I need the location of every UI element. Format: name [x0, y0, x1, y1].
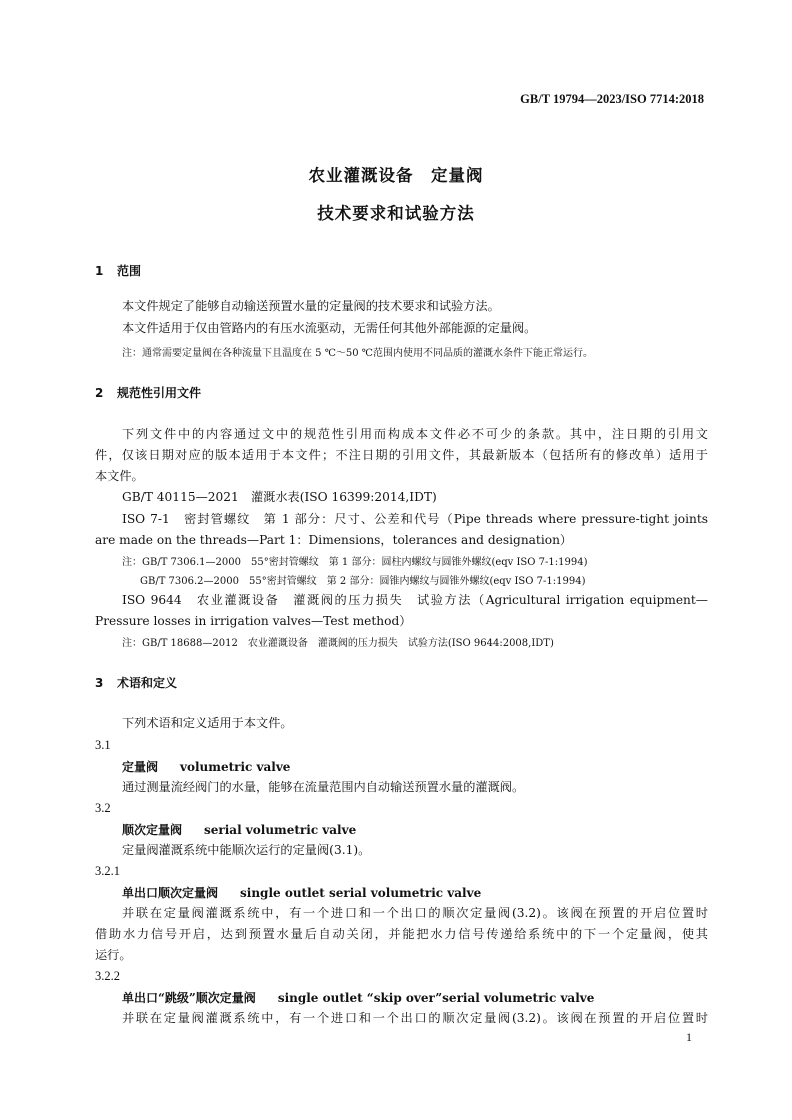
term-en: volumetric valve: [180, 760, 291, 774]
term-number-3-2: 3.2: [95, 801, 111, 815]
term-number-3-2-1: 3.2.1: [95, 864, 120, 878]
section-number: 1: [95, 264, 104, 278]
section-1-heading: [95, 262, 141, 279]
term-zh: 单出口顺次定量阀: [122, 886, 219, 900]
reference-iso9644-line-2: Pressure losses in irrigation valves—Test method）: [95, 614, 412, 628]
term-3-2-definition: 定量阀灌溉系统中能顺次运行的定量阀(3.1)。: [122, 843, 371, 857]
section-number: 2: [95, 386, 104, 400]
section-title: 规范性引用文件: [117, 386, 202, 400]
term-3-2-1-definition-line-1: 并联在定量阀灌溉系统中，有一个进口和一个出口的顺次定量阀(3.2)。该阀在预置的开启位置时: [122, 906, 708, 920]
section-3-heading: [95, 674, 177, 691]
term-3-2: [122, 821, 356, 838]
reference-iso7-1-line-2: are made on the threads—Part 1：Dimensions，tolerances and designation）: [95, 533, 573, 547]
document-title-line1: 农业灌溉设备 定量阀: [308, 166, 484, 185]
term-3-2-2: [122, 989, 594, 1006]
term-en: serial volumetric valve: [204, 823, 357, 837]
section-number: 3: [95, 676, 104, 690]
reference-iso9644-line-1: ISO 9644 农业灌溉设备 灌溉阀的压力损失 试验方法（Agricultural irrigation equipment—: [122, 593, 708, 607]
section-2-heading: [95, 384, 201, 401]
reference-note-1: 注：GB/T 7306.1—2000 55°密封管螺纹 第 1 部分：圆柱内螺纹与圆锥外螺纹(eqv ISO 7-1:1994): [122, 557, 588, 568]
term-3-2-1-definition-line-2: 借助水力信号开启，达到预置水量后自动关闭，并能把水力信号传递给系统中的下一个定量阀，使其: [95, 927, 708, 941]
references-intro-line-2: 件，仅该日期对应的版本适用于本文件；不注日期的引用文件，其最新版本（包括所有的修改单）适用于: [95, 448, 708, 462]
reference-note-2: GB/T 7306.2—2000 55°密封管螺纹 第 2 部分：圆锥内螺纹与圆锥外螺纹(eqv ISO 7-1:1994): [140, 576, 586, 587]
references-intro-line-1: 下列文件中的内容通过文中的规范性引用而构成本文件必不可少的条款。其中，注日期的引用文: [122, 427, 708, 441]
document-title-line2: 技术要求和试验方法: [317, 204, 475, 223]
term-zh: 定量阀: [122, 760, 159, 774]
term-en: single outlet serial volumetric valve: [240, 886, 482, 900]
term-3-2-1-definition-line-3: 运行。: [95, 948, 132, 962]
term-en: single outlet “skip over”serial volumetric valve: [277, 991, 595, 1005]
scope-paragraph-2: 本文件适用于仅由管路内的有压水流驱动，无需任何其他外部能源的定量阀。: [122, 321, 537, 335]
section-title: 术语和定义: [117, 676, 178, 690]
terms-intro: 下列术语和定义适用于本文件。: [122, 716, 293, 730]
standard-code: GB/T 19794—2023/ISO 7714:2018: [520, 92, 704, 106]
term-number-3-2-2: 3.2.2: [95, 969, 120, 983]
term-number-3-1: 3.1: [95, 738, 111, 752]
term-zh: 单出口“跳级”顺次定量阀: [122, 991, 256, 1005]
term-3-2-1: [122, 884, 481, 901]
term-zh: 顺次定量阀: [122, 823, 183, 837]
section-title: 范围: [117, 264, 142, 278]
term-3-1-definition: 通过测量流经阀门的水量，能够在流量范围内自动输送预置水量的灌溉阀。: [122, 780, 525, 794]
scope-paragraph-1: 本文件规定了能够自动输送预置水量的定量阀的技术要求和试验方法。: [122, 299, 500, 313]
references-intro-line-3: 本文件。: [95, 469, 144, 483]
term-3-2-2-definition-line-1: 并联在定量阀灌溉系统中，有一个进口和一个出口的顺次定量阀(3.2)。该阀在预置的开启位置时: [122, 1011, 708, 1025]
term-3-1: [122, 758, 290, 775]
page-number: 1: [686, 1030, 692, 1044]
scope-note: 注：通常需要定量阀在各种流量下且温度在 5 ℃～50 ℃范围内使用不同品质的灌溉水条件下能正常运行。: [122, 348, 593, 359]
reference-note-3: 注：GB/T 18688—2012 农业灌溉设备 灌溉阀的压力损失 试验方法(ISO 9644:2008,IDT): [122, 638, 554, 649]
reference-gbt40115: GB/T 40115—2021 灌溉水表(ISO 16399:2014,IDT): [122, 490, 437, 504]
reference-iso7-1-line-1: ISO 7-1 密封管螺纹 第 1 部分：尺寸、公差和代号（Pipe threads where pressure-tight joints: [122, 512, 708, 526]
